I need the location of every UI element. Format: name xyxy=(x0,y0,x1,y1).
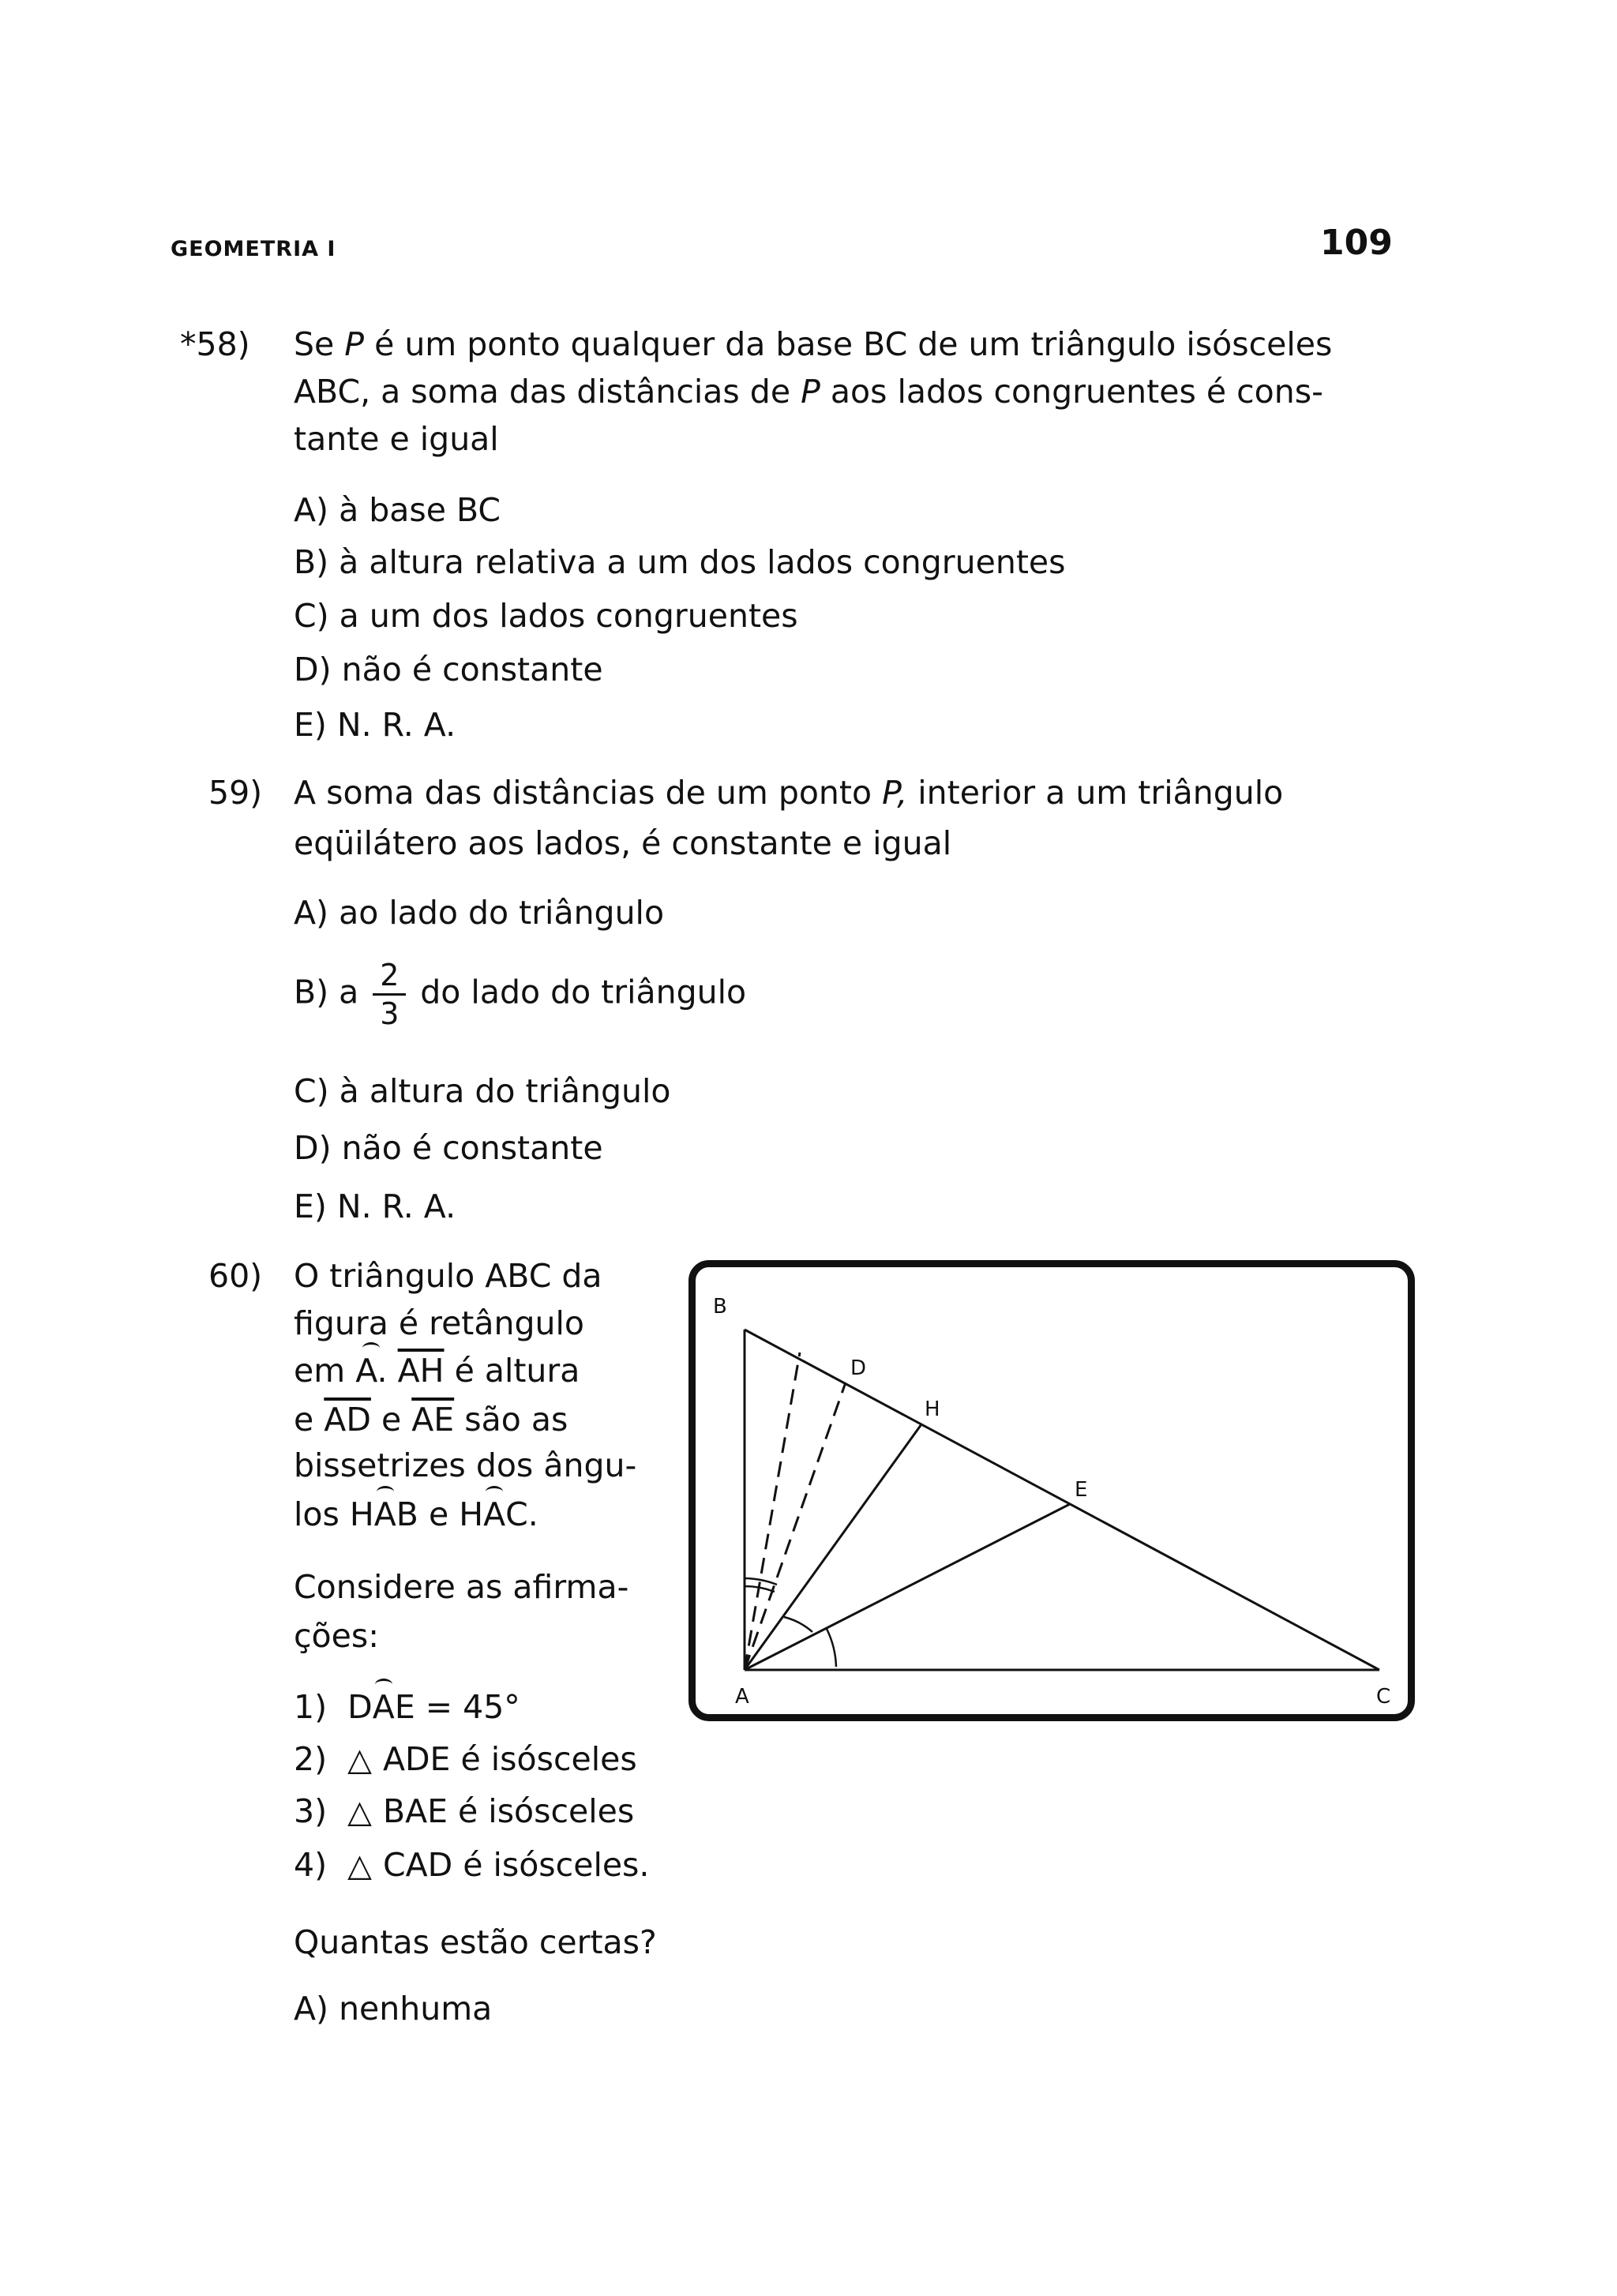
q60-line-6: los HAB e HAC. xyxy=(294,1491,538,1538)
q59-option-d: D) não é constante xyxy=(294,1129,603,1167)
running-header: GEOMETRIA I xyxy=(171,237,336,261)
q59-option-b: B) a $\frac{2}{3}$ do lado do triângulo xyxy=(294,958,747,1031)
q58-line-1: Se P é um ponto qualquer da base BC de um triângulo isósceles xyxy=(294,325,1333,363)
statement-3: 3) △ BAE é isósceles xyxy=(294,1792,635,1830)
label-c: C xyxy=(1376,1685,1391,1709)
q59-option-a: A) ao lado do triângulo xyxy=(294,894,665,932)
angle-mark-hac xyxy=(827,1629,836,1667)
fraction-two-thirds: $\frac{2}{3}$ xyxy=(373,957,406,1032)
page-number: 109 xyxy=(1320,223,1393,263)
q58-option-d: D) não é constante xyxy=(294,651,603,688)
q58-line-3: tante e igual xyxy=(294,420,499,458)
triangle-icon: △ xyxy=(347,1794,372,1830)
q58-option-a: A) à base BC xyxy=(294,491,501,529)
label-d: D xyxy=(850,1356,867,1380)
q59-option-c: C) à altura do triângulo xyxy=(294,1072,671,1110)
triangle-icon: △ xyxy=(347,1848,372,1884)
q60-line-3: em A. $\overline{AH}$ é altura xyxy=(294,1347,580,1394)
q59-number: 59) xyxy=(208,774,263,812)
q60-option-a: A) nenhuma xyxy=(294,1990,493,2028)
label-b: B xyxy=(713,1295,727,1319)
q58-option-c: C) a um dos lados congruentes xyxy=(294,597,798,635)
q60-line-4: e $\overline{AD}$ e $\overline{AE}$ são as xyxy=(294,1401,568,1439)
q59-option-e: E) N. R. A. xyxy=(294,1187,456,1225)
q60-consider-2: ções: xyxy=(294,1617,380,1655)
statement-1: 1) DAE = 45° xyxy=(294,1683,520,1731)
q60-question: Quantas estão certas? xyxy=(294,1923,657,1961)
label-h: H xyxy=(925,1397,940,1421)
q59-line-1: A soma das distâncias de um ponto P, interior a um triângulo xyxy=(294,774,1284,812)
label-e: E xyxy=(1075,1478,1088,1502)
q60-number: 60) xyxy=(208,1257,263,1295)
triangle-icon: △ xyxy=(347,1742,372,1778)
q58-option-b: B) à altura relativa a um dos lados congruentes xyxy=(294,543,1066,581)
altitude-ah xyxy=(745,1424,921,1670)
q58-line-2: ABC, a soma das distâncias de P aos lados congruentes é cons- xyxy=(294,373,1323,411)
q58-number: *58) xyxy=(180,325,250,363)
q60-line-1: O triângulo ABC da xyxy=(294,1257,602,1295)
angle-mark-hae xyxy=(784,1617,812,1632)
triangle-figure xyxy=(688,1260,1415,1721)
triangle-diagram xyxy=(696,1267,1408,1714)
statement-4: 4) △ CAD é isósceles. xyxy=(294,1846,650,1884)
statement-2: 2) △ ADE é isósceles xyxy=(294,1740,637,1778)
dashed-line xyxy=(745,1352,800,1670)
q60-consider-1: Considere as afirma- xyxy=(294,1568,629,1606)
q58-option-e: E) N. R. A. xyxy=(294,706,456,744)
q60-line-2: figura é retângulo xyxy=(294,1304,584,1342)
q60-line-5: bissetrizes dos ângu- xyxy=(294,1446,637,1484)
side-bc xyxy=(745,1330,1379,1670)
label-a: A xyxy=(735,1685,749,1709)
q59-line-2: eqüilátero aos lados, é constante e igual xyxy=(294,824,952,862)
